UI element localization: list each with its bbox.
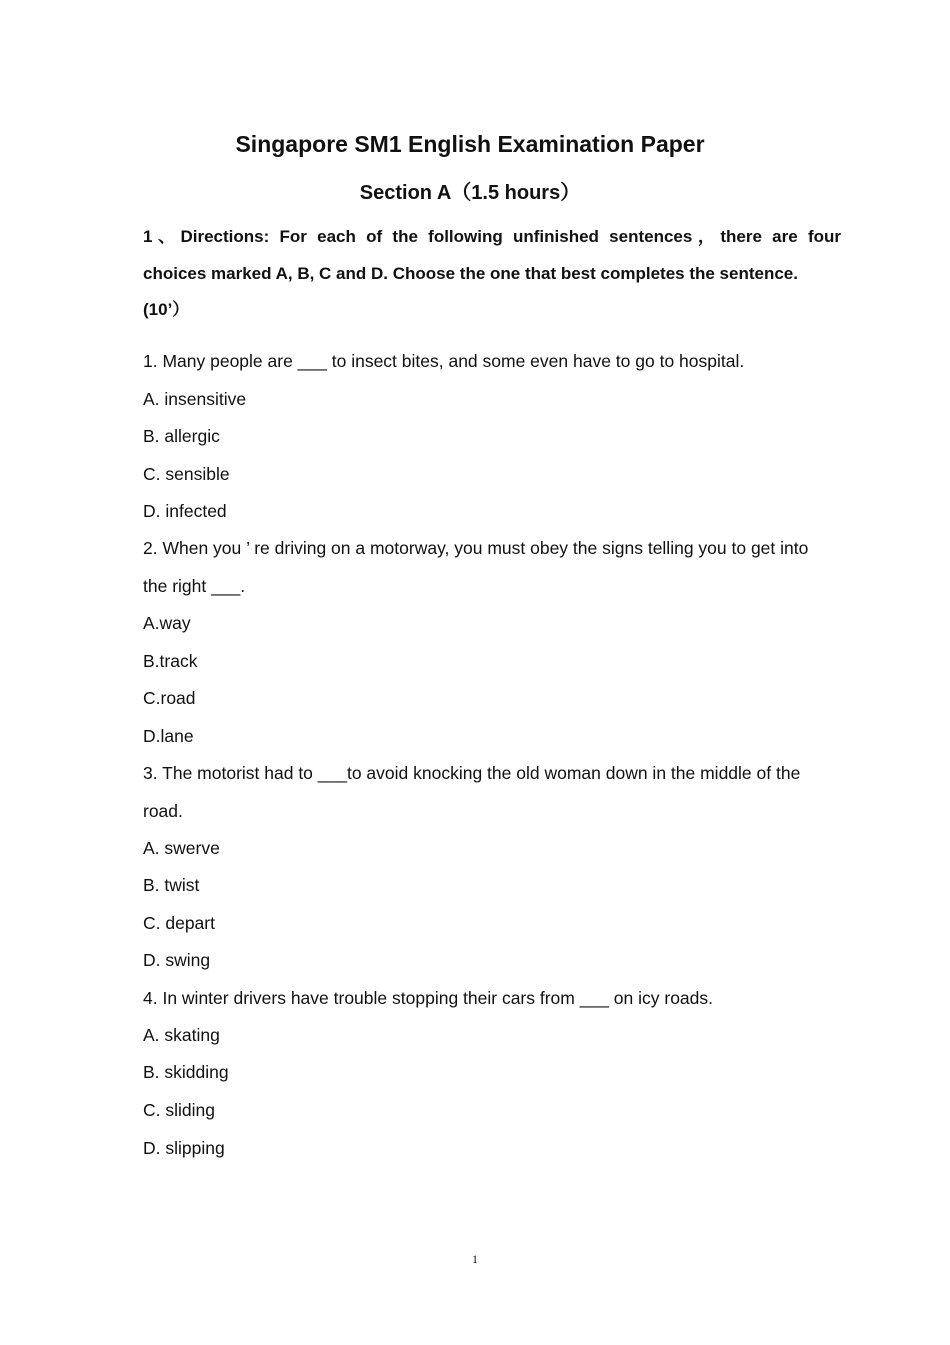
answer-option: B. allergic (143, 426, 220, 446)
answer-option: A.way (143, 613, 191, 633)
page-number: 1 (472, 1252, 478, 1266)
directions-block (143, 219, 841, 329)
answer-option: D. infected (143, 501, 227, 521)
answer-option: A. skating (143, 1025, 220, 1045)
answer-option: B.track (143, 651, 198, 671)
answer-option: D. slipping (143, 1138, 225, 1158)
section-heading: Section A（1.5 hours） (359, 182, 581, 204)
answer-option: C. sliding (143, 1100, 215, 1120)
paper-title: Singapore SM1 English Examination Paper (235, 131, 705, 157)
question-stem: the right ___. (143, 576, 246, 596)
answer-option: D.lane (143, 726, 194, 746)
question-stem: 4. In winter drivers have trouble stopping their cars from ___ on icy roads. (143, 988, 713, 1008)
directions-line: 1、Directions: For each of the following unfinished sentences，there are four (143, 227, 841, 246)
directions-line: (10’） (143, 300, 190, 319)
directions-line: choices marked A, B, C and D. Choose the one that best completes the sentence. (143, 263, 798, 283)
answer-option: B. skidding (143, 1062, 229, 1082)
answer-option: D. swing (143, 950, 211, 970)
answer-option: B. twist (143, 875, 200, 895)
question-stem: 3. The motorist had to ___to avoid knocking the old woman down in the middle of the (143, 763, 801, 783)
question-stem: road. (143, 801, 183, 821)
answer-option: A. insensitive (143, 389, 247, 409)
answer-option: A. swerve (143, 838, 220, 858)
question-stem: 1. Many people are ___ to insect bites, and some even have to go to hospital. (143, 351, 745, 371)
answer-option: C. sensible (143, 464, 230, 484)
answer-option: C. depart (143, 913, 215, 933)
question-stem: 2. When you ’ re driving on a motorway, you must obey the signs telling you to get into (143, 538, 809, 558)
answer-option: C.road (143, 688, 196, 708)
